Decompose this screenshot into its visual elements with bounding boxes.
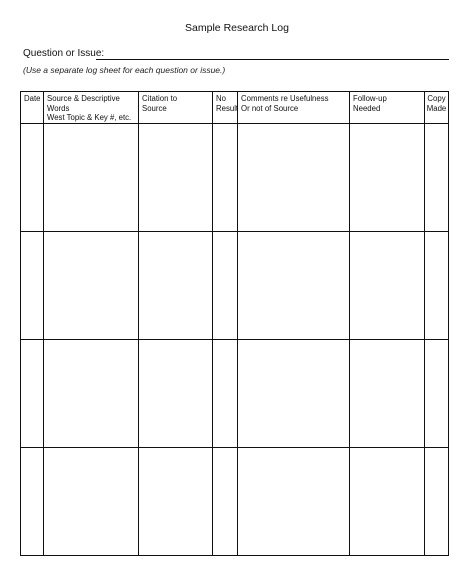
table-cell[interactable]: [21, 339, 44, 447]
header-comments: Comments re Usefulness Or not of Source: [238, 92, 350, 124]
page-title: Sample Research Log: [185, 22, 289, 34]
table-cell[interactable]: [425, 123, 449, 231]
table-cell[interactable]: [350, 339, 425, 447]
table-cell[interactable]: [44, 339, 139, 447]
table-row: [21, 123, 449, 231]
table-cell[interactable]: [21, 447, 44, 555]
table-cell[interactable]: [425, 447, 449, 555]
header-follow-up: Follow-up Needed: [350, 92, 425, 124]
table-cell[interactable]: [139, 123, 213, 231]
table-cell[interactable]: [238, 231, 350, 339]
table-row: [21, 339, 449, 447]
table-cell[interactable]: [44, 123, 139, 231]
research-log-table: [20, 91, 449, 556]
table-row: [21, 447, 449, 555]
table-cell[interactable]: [238, 447, 350, 555]
header-date: Date: [21, 92, 44, 124]
table-cell[interactable]: [44, 447, 139, 555]
table-cell[interactable]: [21, 123, 44, 231]
table-cell[interactable]: [213, 123, 238, 231]
question-label: Question or Issue:: [23, 48, 105, 59]
question-row: [23, 48, 449, 62]
table-cell[interactable]: [238, 123, 350, 231]
table-cell[interactable]: [425, 231, 449, 339]
table-cell[interactable]: [44, 231, 139, 339]
table-cell[interactable]: [213, 231, 238, 339]
header-source: Source & Descriptive Words West Topic & Key #, etc.: [44, 92, 139, 124]
header-copy-made: Copy Made: [425, 92, 449, 124]
table-cell[interactable]: [139, 339, 213, 447]
header-no-result: No Result: [213, 92, 238, 124]
table-cell[interactable]: [139, 447, 213, 555]
table-cell[interactable]: [139, 231, 213, 339]
table-cell[interactable]: [425, 339, 449, 447]
table-cell[interactable]: [350, 447, 425, 555]
table-cell[interactable]: [213, 339, 238, 447]
table-cell[interactable]: [213, 447, 238, 555]
header-citation: Citation to Source: [139, 92, 213, 124]
table-cell[interactable]: [350, 231, 425, 339]
instruction-note: (Use a separate log sheet for each question or issue.): [23, 65, 226, 75]
table-cell[interactable]: [350, 123, 425, 231]
table-cell[interactable]: [21, 231, 44, 339]
table-header-row: [21, 92, 449, 124]
table-cell[interactable]: [238, 339, 350, 447]
table-row: [21, 231, 449, 339]
question-answer-line: [96, 59, 449, 60]
